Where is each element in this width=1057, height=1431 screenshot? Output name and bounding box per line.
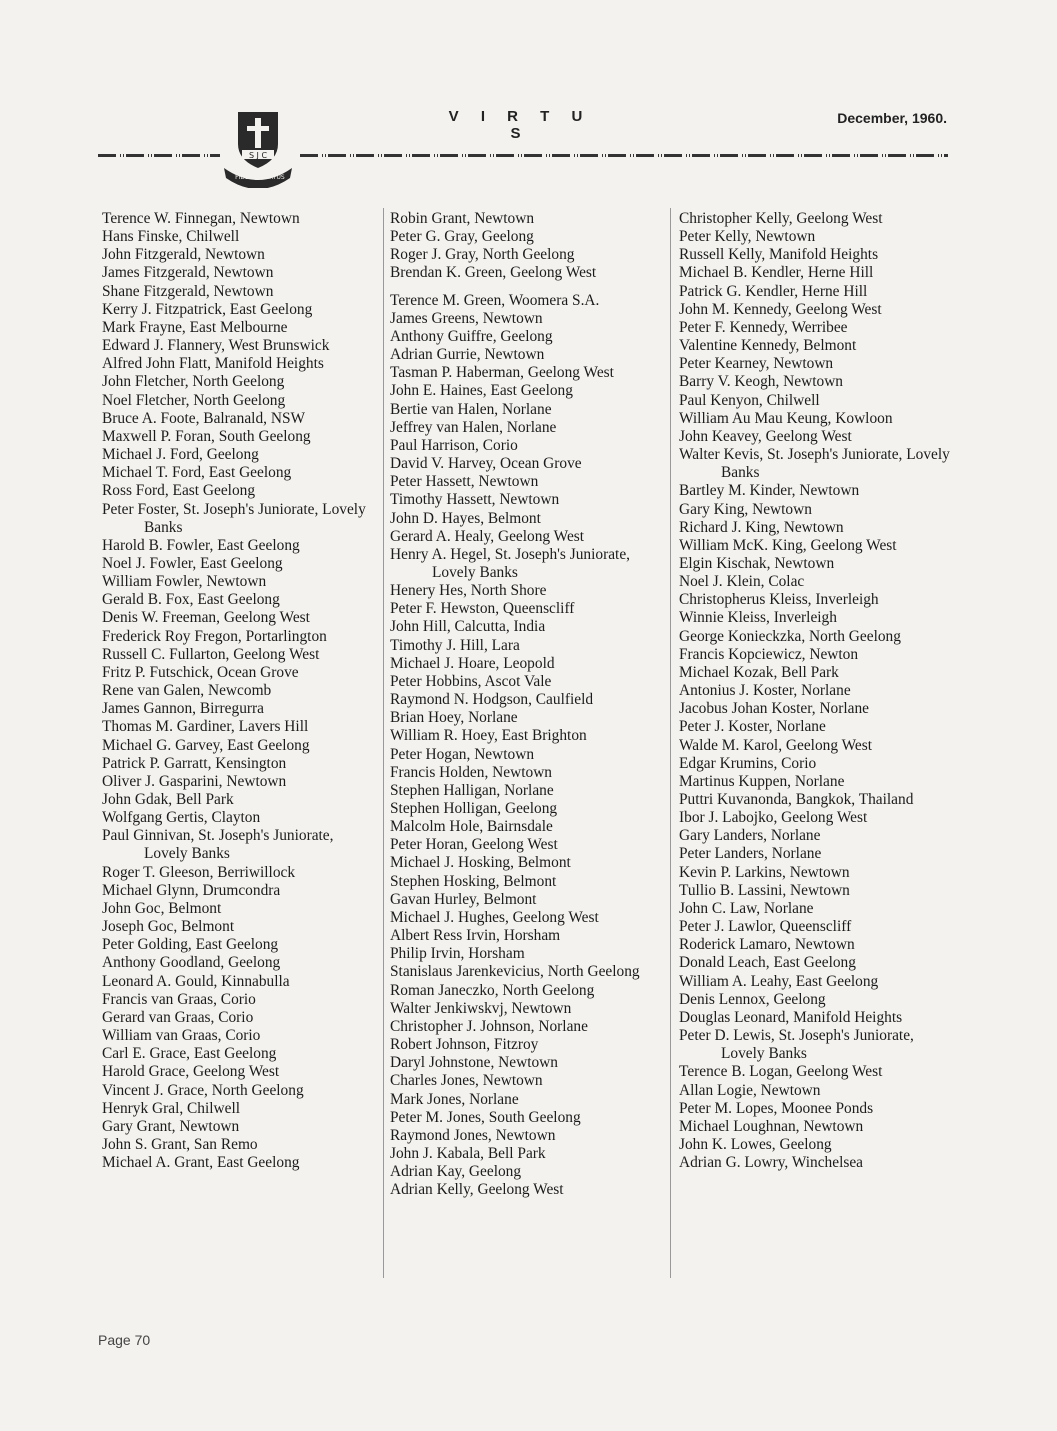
name-column-1 xyxy=(102,210,378,1172)
name-entry: Peter F. Hewston, Queenscliff xyxy=(390,600,575,618)
name-entry: Puttri Kuvanonda, Bangkok, Thailand xyxy=(679,791,914,808)
name-entry: John Goc, Belmont xyxy=(102,899,222,917)
name-entry: Patrick P. Garratt, Kensington xyxy=(102,754,287,772)
name-entry: William Fowler, Newtown xyxy=(102,573,267,591)
name-entry: Gerald B. Fox, East Geelong xyxy=(102,591,280,609)
name-entry: John D. Hayes, Belmont xyxy=(390,509,541,527)
name-entry: Bruce A. Foote, Balranald, NSW xyxy=(102,409,306,427)
name-entry: Adrian Kelly, Geelong West xyxy=(390,1181,564,1199)
name-entry: David V. Harvey, Ocean Grove xyxy=(390,455,582,473)
name-entry: Denis Lennox, Geelong xyxy=(679,990,826,1008)
name-entry: Terence W. Finnegan, Newtown xyxy=(102,210,300,227)
name-entry: George Konieckzka, North Geelong xyxy=(679,627,901,645)
name-entry: Richard J. King, Newtown xyxy=(679,518,844,536)
name-entry: Peter J. Lawlor, Queenscliff xyxy=(679,918,852,936)
name-entry: Rene van Galen, Newcomb xyxy=(102,682,272,700)
name-entry: James Gannon, Birregurra xyxy=(102,700,264,718)
name-entry: Henryk Gral, Chilwell xyxy=(102,1099,241,1117)
name-entry: Kerry J. Fitzpatrick, East Geelong xyxy=(102,300,313,318)
name-entry: John Gdak, Bell Park xyxy=(102,791,234,808)
name-entry: Raymond Jones, Newtown xyxy=(390,1126,556,1144)
name-entry: Denis W. Freeman, Geelong West xyxy=(102,609,310,627)
name-entry: Brendan K. Green, Geelong West xyxy=(390,264,597,282)
name-entry: Francis van Graas, Corio xyxy=(102,990,256,1008)
name-entry: Peter J. Koster, Norlane xyxy=(679,718,826,736)
name-entry: Maxwell P. Foran, South Geelong xyxy=(102,427,311,445)
name-entry: Adrian Gurrie, Newtown xyxy=(390,346,545,364)
name-entry: Barry V. Keogh, Newtown xyxy=(679,373,844,391)
name-entry: Martinus Kuppen, Norlane xyxy=(679,772,845,790)
name-entry: Noel Fletcher, North Geelong xyxy=(102,391,286,409)
name-entry: Raymond N. Hodgson, Caulfield xyxy=(390,691,594,709)
name-entry: Mark Frayne, East Melbourne xyxy=(102,318,288,336)
header-rule-right xyxy=(300,154,948,157)
name-entry: Peter D. Lewis, St. Joseph's Juniorate, Lovely Banks xyxy=(679,1027,914,1063)
name-entry: Adrian Kay, Geelong xyxy=(390,1163,522,1181)
name-entry: Peter G. Gray, Geelong xyxy=(390,228,534,246)
name-entry: Peter Horan, Geelong West xyxy=(390,836,558,854)
name-entry: Walter Jenkiwskvj, Newtown xyxy=(390,999,572,1017)
name-entry: Timothy J. Hill, Lara xyxy=(390,636,520,654)
name-entry: Ibor J. Labojko, Geelong West xyxy=(679,809,868,827)
name-entry: Elgin Kischak, Newtown xyxy=(679,554,835,572)
name-entry: Adrian G. Lowry, Winchelsea xyxy=(679,1154,864,1172)
name-entry: Paul Harrison, Corio xyxy=(390,436,518,454)
name-entry: James Greens, Newtown xyxy=(390,309,543,327)
name-entry: Vincent J. Grace, North Geelong xyxy=(102,1081,304,1099)
name-entry: Michael J. Hoare, Leopold xyxy=(390,654,555,672)
name-entry: Michael Glynn, Drumcondra xyxy=(102,881,281,899)
name-entry: Bertie van Halen, Norlane xyxy=(390,400,552,418)
svg-text:VIRTUS: VIRTUS xyxy=(263,174,285,181)
name-entry: Frederick Roy Fregon, Portarlington xyxy=(102,627,327,645)
name-entry: Noel J. Klein, Colac xyxy=(679,573,805,591)
name-entry: Edward J. Flannery, West Brunswick xyxy=(102,337,330,355)
name-entry: Peter Kelly, Newtown xyxy=(679,228,816,246)
name-entry: Gary King, Newtown xyxy=(679,500,812,518)
name-entry: John Fitzgerald, Newtown xyxy=(102,246,265,264)
name-entry: Carl E. Grace, East Geelong xyxy=(102,1045,277,1063)
name-entry: John C. Law, Norlane xyxy=(679,899,814,917)
name-entry: Noel J. Fowler, East Geelong xyxy=(102,554,283,572)
name-entry: Michael T. Ford, East Geelong xyxy=(102,464,292,482)
name-entry: Charles Jones, Newtown xyxy=(390,1072,543,1090)
name-entry: John Hill, Calcutta, India xyxy=(390,618,546,636)
name-entry: Terence B. Logan, Geelong West xyxy=(679,1063,883,1081)
name-entry: Michael A. Grant, East Geelong xyxy=(102,1154,300,1172)
name-entry: Christopherus Kleiss, Inverleigh xyxy=(679,591,879,609)
name-entry: John Fletcher, North Geelong xyxy=(102,373,285,391)
name-entry: Antonius J. Koster, Norlane xyxy=(679,682,851,700)
name-entry: Alfred John Flatt, Manifold Heights xyxy=(102,355,324,373)
name-entry: Jacobus Johan Koster, Norlane xyxy=(679,700,870,718)
name-entry: Patrick G. Kendler, Herne Hill xyxy=(679,282,868,300)
name-entry: Fritz P. Futschick, Ocean Grove xyxy=(102,663,299,681)
name-entry: Donald Leach, East Geelong xyxy=(679,954,856,972)
name-entry: Albert Ress Irvin, Horsham xyxy=(390,927,561,945)
name-entry: John S. Grant, San Remo xyxy=(102,1135,258,1153)
name-entry: Roger J. Gray, North Geelong xyxy=(390,246,575,264)
name-entry: Wolfgang Gertis, Clayton xyxy=(102,809,261,827)
name-entry: Philip Irvin, Horsham xyxy=(390,945,525,963)
name-entry: Paul Ginnivan, St. Joseph's Juniorate, Lovely Banks xyxy=(102,827,334,863)
name-entry: Henery Hes, North Shore xyxy=(390,582,547,600)
name-entry: Michael J. Hughes, Geelong West xyxy=(390,908,599,926)
svg-text:S J C: S J C xyxy=(248,151,268,160)
name-entry: Bartley M. Kinder, Newtown xyxy=(679,482,860,500)
name-entry: Peter Kearney, Newtown xyxy=(679,355,834,373)
name-list-columns xyxy=(0,210,1057,1280)
name-entry: Harold B. Fowler, East Geelong xyxy=(102,536,300,554)
name-entry: Jeffrey van Halen, Norlane xyxy=(390,418,557,436)
name-entry: Michael B. Kendler, Herne Hill xyxy=(679,264,874,282)
name-entry: Peter M. Jones, South Geelong xyxy=(390,1108,581,1126)
school-crest-icon xyxy=(218,108,298,188)
name-entry: Malcolm Hole, Bairnsdale xyxy=(390,818,553,836)
name-entry: Stephen Halligan, Norlane xyxy=(390,781,554,799)
name-entry: John K. Lowes, Geelong xyxy=(679,1135,832,1153)
name-entry: John E. Haines, East Geelong xyxy=(390,382,573,400)
name-entry: Paul Kenyon, Chilwell xyxy=(679,391,820,409)
name-entry: Tullio B. Lassini, Newtown xyxy=(679,881,850,899)
name-entry: Gerard A. Healy, Geelong West xyxy=(390,527,585,545)
name-entry: Peter Hobbins, Ascot Vale xyxy=(390,672,552,690)
name-entry: Terence M. Green, Woomera S.A. xyxy=(390,291,600,309)
name-entry: Winnie Kleiss, Inverleigh xyxy=(679,609,837,627)
name-entry: Robert Johnson, Fitzroy xyxy=(390,1036,539,1054)
name-entry: Francis Holden, Newtown xyxy=(390,763,552,781)
name-entry: Christopher Kelly, Geelong West xyxy=(679,210,883,227)
name-entry: Anthony Goodland, Geelong xyxy=(102,954,281,972)
name-entry: Gary Landers, Norlane xyxy=(679,827,821,845)
name-entry: Henry A. Hegel, St. Joseph's Juniorate, Lovely Banks xyxy=(390,545,631,581)
name-entry: Roman Janeczko, North Geelong xyxy=(390,981,595,999)
name-entry: Roderick Lamaro, Newtown xyxy=(679,936,855,954)
name-entry: Daryl Johnstone, Newtown xyxy=(390,1054,558,1072)
name-entry: Russell C. Fullarton, Geelong West xyxy=(102,645,320,663)
name-entry: Gerard van Graas, Corio xyxy=(102,1008,254,1026)
name-entry: Ross Ford, East Geelong xyxy=(102,482,256,500)
name-entry: Hans Finske, Chilwell xyxy=(102,228,240,246)
header-rule-left xyxy=(98,154,220,157)
name-entry: William A. Leahy, East Geelong xyxy=(679,972,879,990)
name-column-2 xyxy=(390,210,670,1199)
name-entry: Stephen Holligan, Geelong xyxy=(390,800,558,817)
name-entry: Oliver J. Gasparini, Newtown xyxy=(102,772,287,790)
name-entry: James Fitzgerald, Newtown xyxy=(102,264,274,282)
name-entry: Douglas Leonard, Manifold Heights xyxy=(679,1008,903,1026)
name-entry: John M. Kennedy, Geelong West xyxy=(679,300,882,318)
name-entry: Robin Grant, Newtown xyxy=(390,210,535,227)
name-entry: Edgar Krumins, Corio xyxy=(679,754,817,772)
name-entry: Francis Kopciewicz, Newton xyxy=(679,645,859,663)
name-entry: Gavan Hurley, Belmont xyxy=(390,890,537,908)
name-entry: Stephen Hosking, Belmont xyxy=(390,872,557,890)
name-entry: Joseph Goc, Belmont xyxy=(102,918,235,936)
name-entry: Roger T. Gleeson, Berriwillock xyxy=(102,863,296,881)
name-entry: Timothy Hassett, Newtown xyxy=(390,491,560,509)
name-entry: Leonard A. Gould, Kinnabulla xyxy=(102,972,290,990)
name-entry: William R. Hoey, East Brighton xyxy=(390,727,587,745)
name-entry: Tasman P. Haberman, Geelong West xyxy=(390,364,614,382)
svg-text:FIDE: FIDE xyxy=(235,174,249,181)
name-entry: Thomas M. Gardiner, Lavers Hill xyxy=(102,718,309,736)
name-column-3 xyxy=(679,210,961,1172)
name-entry: Anthony Guiffre, Geelong xyxy=(390,327,553,345)
name-entry: Stanislaus Jarenkevicius, North Geelong xyxy=(390,963,640,981)
name-entry: Michael J. Ford, Geelong xyxy=(102,446,259,464)
name-entry: Brian Hoey, Norlane xyxy=(390,709,518,727)
name-entry: William McK. King, Geelong West xyxy=(679,536,897,554)
name-entry: Christopher J. Johnson, Norlane xyxy=(390,1017,588,1035)
name-entry: Peter M. Lopes, Moonee Ponds xyxy=(679,1099,874,1117)
name-entry: Shane Fitzgerald, Newtown xyxy=(102,282,274,300)
name-entry: Peter Foster, St. Joseph's Juniorate, Lovely Banks xyxy=(102,500,366,536)
name-entry: William Au Mau Keung, Kowloon xyxy=(679,409,893,427)
name-entry: Russell Kelly, Manifold Heights xyxy=(679,246,879,264)
name-entry: Harold Grace, Geelong West xyxy=(102,1063,280,1081)
name-entry: John J. Kabala, Bell Park xyxy=(390,1144,546,1162)
page-number: Page 70 xyxy=(98,1332,151,1348)
name-entry: Mark Jones, Norlane xyxy=(390,1090,519,1108)
name-entry: Peter Golding, East Geelong xyxy=(102,936,279,954)
name-entry: Michael Loughnan, Newtown xyxy=(679,1117,864,1135)
name-entry: Peter F. Kennedy, Werribee xyxy=(679,318,848,336)
name-entry: Walde M. Karol, Geelong West xyxy=(679,736,872,754)
name-entry: Allan Logie, Newtown xyxy=(679,1081,821,1099)
name-entry: Peter Hogan, Newtown xyxy=(390,745,535,763)
name-entry: John Keavey, Geelong West xyxy=(679,427,852,445)
magazine-title: V I R T U S xyxy=(448,108,592,142)
name-entry: Kevin P. Larkins, Newtown xyxy=(679,863,850,881)
name-entry: Peter Landers, Norlane xyxy=(679,845,822,863)
name-entry: Gary Grant, Newtown xyxy=(102,1117,240,1135)
name-entry: Michael J. Hosking, Belmont xyxy=(390,854,571,872)
name-entry: Peter Hassett, Newtown xyxy=(390,473,539,491)
name-entry: Walter Kevis, St. Joseph's Juniorate, Lovely Banks xyxy=(679,446,950,482)
name-entry: William van Graas, Corio xyxy=(102,1027,261,1045)
name-entry: Valentine Kennedy, Belmont xyxy=(679,337,857,355)
issue-date: December, 1960. xyxy=(837,110,947,126)
name-entry: Michael Kozak, Bell Park xyxy=(679,663,839,681)
name-entry: Michael G. Garvey, East Geelong xyxy=(102,736,310,754)
